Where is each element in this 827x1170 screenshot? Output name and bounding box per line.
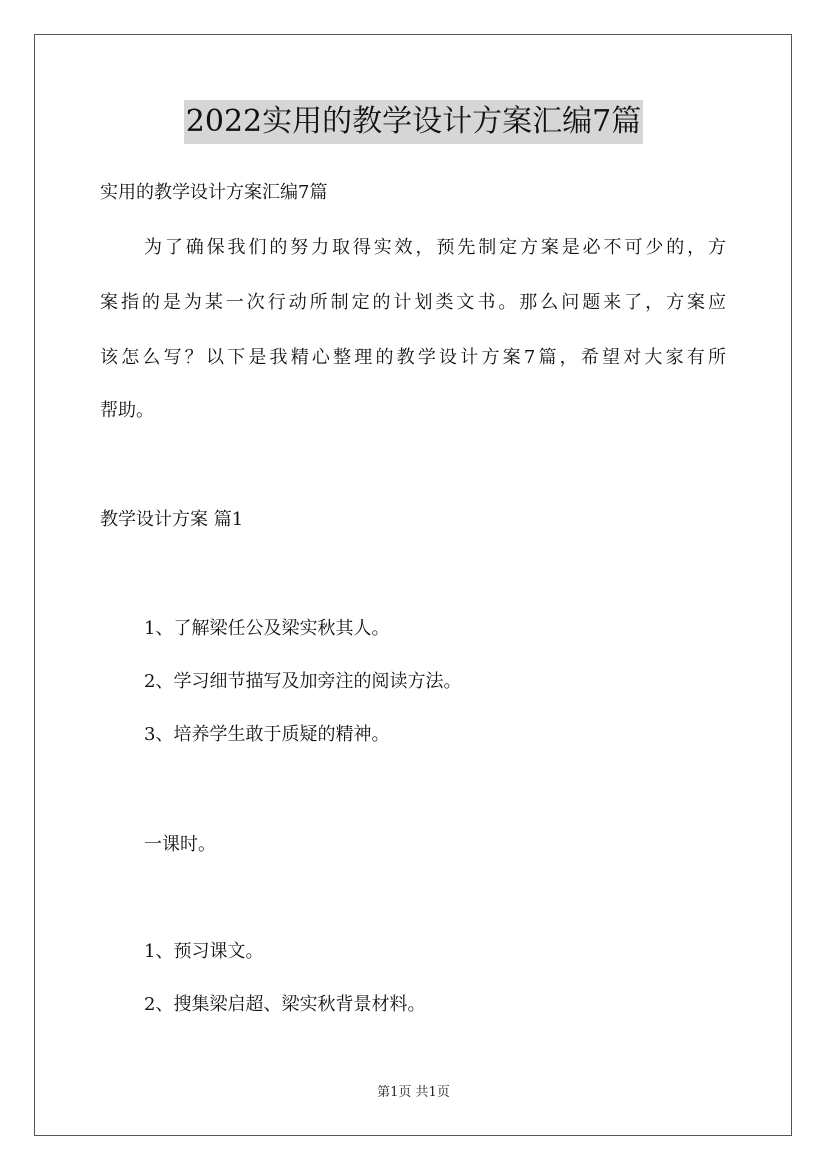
intro-paragraph [100, 236, 726, 421]
document-title: 2022实用的教学设计方案汇编7篇 [184, 100, 643, 144]
class-period: 一课时。 [144, 834, 216, 855]
document-subtitle: 实用的教学设计方案汇编7篇 [100, 182, 328, 203]
preparation-item: 2、搜集梁启超、梁实秋背景材料。 [144, 994, 426, 1015]
goal-item: 1、了解梁任公及梁实秋其人。 [144, 618, 390, 639]
title-area [0, 100, 827, 144]
page-number: 第1页 共1页 [377, 1085, 450, 1100]
goal-item: 2、学习细节描写及加旁注的阅读方法。 [144, 671, 462, 692]
section-heading: 教学设计方案 篇1 [100, 509, 244, 530]
goal-item: 3、培养学生敢于质疑的精神。 [144, 724, 390, 745]
intro-line: 帮助。 [100, 400, 154, 421]
intro-line: 案指的是为某一次行动所制定的计划类文书。那么问题来了，方案应 [100, 292, 726, 313]
intro-line: 为了确保我们的努力取得实效，预先制定方案是必不可少的，方 [144, 237, 726, 258]
preparation-item: 1、预习课文。 [144, 941, 264, 962]
intro-line: 该怎么写？以下是我精心整理的教学设计方案7篇，希望对大家有所 [100, 347, 726, 368]
